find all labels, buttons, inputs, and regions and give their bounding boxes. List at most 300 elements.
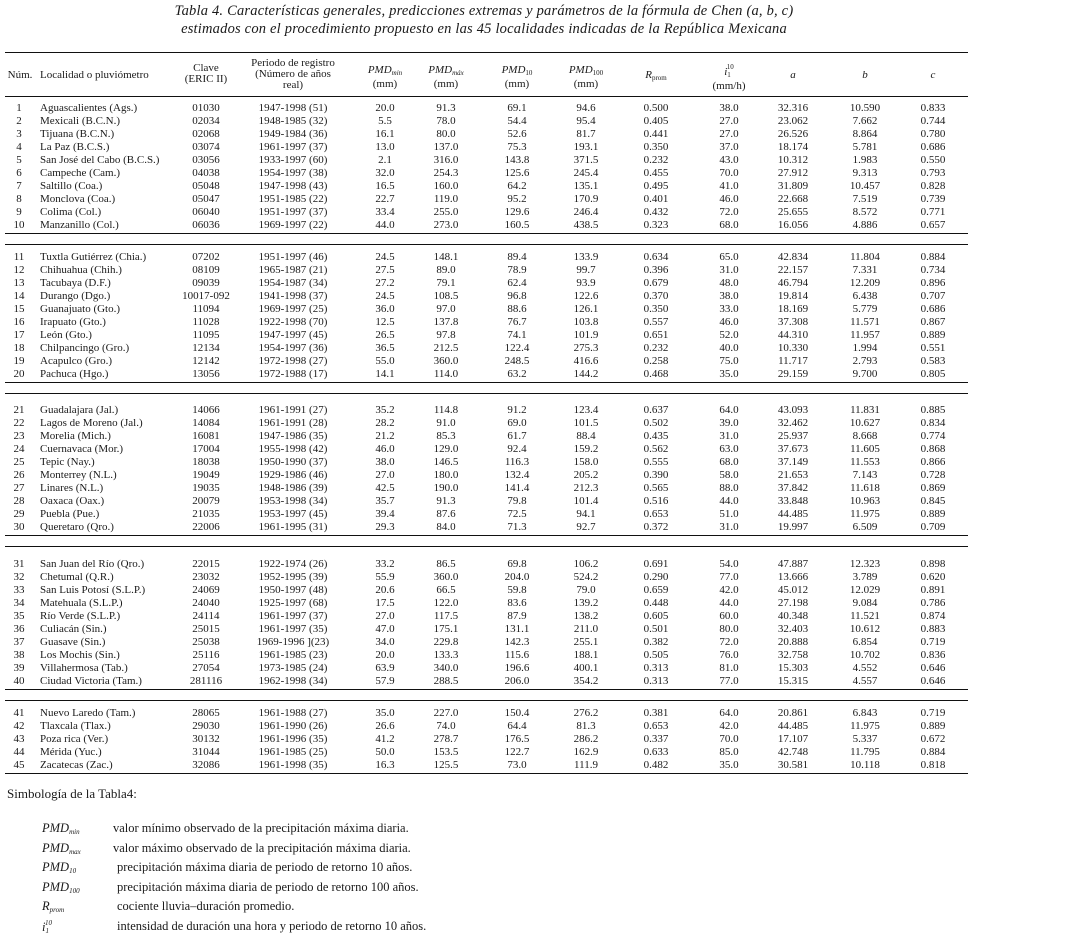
cell-rprom: 0.232 bbox=[643, 342, 669, 354]
cell-a: 37.149 bbox=[777, 456, 809, 468]
cell-pmd10: 131.1 bbox=[504, 623, 530, 635]
cell-pmd100: 255.1 bbox=[573, 636, 599, 648]
cell-c: 0.896 bbox=[920, 277, 946, 289]
header-localidad: Localidad o pluviómetro bbox=[40, 69, 149, 81]
cell-pmd100: 81.3 bbox=[576, 720, 596, 732]
cell-rprom: 0.679 bbox=[643, 277, 669, 289]
cell-pmd100: 162.9 bbox=[573, 746, 599, 758]
cell-rprom: 0.441 bbox=[643, 128, 669, 140]
cell-intensity: 41.0 bbox=[719, 180, 739, 192]
cell-rprom: 0.455 bbox=[643, 167, 669, 179]
cell-a: 10.330 bbox=[777, 342, 809, 354]
cell-c: 0.885 bbox=[920, 404, 946, 416]
cell-clave: 27054 bbox=[192, 662, 220, 674]
cell-pmd10: 69.8 bbox=[507, 558, 527, 570]
cell-a: 17.107 bbox=[777, 733, 809, 745]
legend-symbol-base: PMD bbox=[42, 821, 70, 835]
cell-localidad: Colima (Col.) bbox=[40, 206, 102, 218]
cell-intensity: 88.0 bbox=[719, 482, 739, 494]
cell-pmdmax: 122.0 bbox=[433, 597, 459, 609]
cell-a: 15.303 bbox=[777, 662, 809, 674]
cell-num: 40 bbox=[13, 675, 25, 687]
cell-pmdmax: 129.0 bbox=[433, 443, 459, 455]
cell-localidad: Los Mochis (Sin.) bbox=[40, 649, 120, 661]
cell-b: 1.983 bbox=[852, 154, 878, 166]
cell-localidad: Poza rica (Ver.) bbox=[40, 733, 109, 745]
cell-pmdmin: 26.6 bbox=[375, 720, 395, 732]
cell-a: 27.198 bbox=[777, 597, 809, 609]
cell-intensity: 70.0 bbox=[719, 733, 739, 745]
cell-num: 25 bbox=[13, 456, 25, 468]
cell-pmd10: 88.6 bbox=[507, 303, 527, 315]
cell-b: 8.572 bbox=[852, 206, 878, 218]
cell-b: 11.831 bbox=[850, 404, 880, 416]
legend-symbol-sub: max bbox=[69, 847, 81, 856]
cell-localidad: Culiacán (Sin.) bbox=[40, 623, 107, 635]
cell-localidad: Pachuca (Hgo.) bbox=[40, 368, 109, 380]
cell-localidad: Matehuala (S.L.P.) bbox=[40, 597, 123, 609]
cell-num: 42 bbox=[13, 720, 25, 732]
cell-periodo: 1969-1997 (25) bbox=[258, 303, 328, 315]
cell-a: 15.315 bbox=[777, 675, 809, 687]
cell-a: 46.794 bbox=[777, 277, 809, 289]
cell-pmdmin: 46.0 bbox=[375, 443, 395, 455]
cell-b: 12.209 bbox=[849, 277, 881, 289]
cell-pmdmax: 78.0 bbox=[436, 115, 456, 127]
cell-localidad: Zacatecas (Zac.) bbox=[40, 759, 113, 771]
cell-num: 10 bbox=[13, 219, 25, 231]
cell-clave: 281116 bbox=[189, 675, 223, 687]
cell-intensity: 76.0 bbox=[719, 649, 739, 661]
cell-pmd10: 143.8 bbox=[504, 154, 530, 166]
cell-pmdmin: 26.5 bbox=[375, 329, 395, 341]
cell-clave: 14066 bbox=[192, 404, 220, 416]
cell-pmdmax: 255.0 bbox=[433, 206, 459, 218]
cell-pmd100: 79.0 bbox=[576, 584, 596, 596]
header-rprom bbox=[626, 70, 686, 84]
cell-intensity: 38.0 bbox=[719, 102, 739, 114]
cell-localidad: Nuevo Laredo (Tam.) bbox=[40, 707, 136, 719]
cell-c: 0.898 bbox=[920, 558, 946, 570]
cell-c: 0.672 bbox=[920, 733, 946, 745]
cell-b: 4.886 bbox=[852, 219, 878, 231]
cell-intensity: 65.0 bbox=[719, 251, 739, 263]
pmd100-unit: (mm) bbox=[573, 78, 599, 90]
cell-clave: 04038 bbox=[192, 167, 220, 179]
cell-pmd100: 101.9 bbox=[573, 329, 599, 341]
cell-num: 9 bbox=[16, 206, 22, 218]
cell-localidad: Acapulco (Gro.) bbox=[40, 355, 113, 367]
cell-localidad: Guadalajara (Jal.) bbox=[40, 404, 119, 416]
cell-pmdmin: 34.0 bbox=[375, 636, 395, 648]
cell-c: 0.805 bbox=[920, 368, 946, 380]
cell-pmdmin: 27.2 bbox=[375, 277, 395, 289]
cell-num: 1 bbox=[16, 102, 22, 114]
cell-a: 11.717 bbox=[778, 355, 808, 367]
cell-intensity: 42.0 bbox=[719, 720, 739, 732]
cell-clave: 11028 bbox=[192, 316, 220, 328]
cell-localidad: León (Gto.) bbox=[40, 329, 92, 341]
cell-intensity: 54.0 bbox=[719, 558, 739, 570]
table-row bbox=[0, 367, 968, 382]
legend-description: cociente lluvia–duración promedio. bbox=[117, 899, 295, 913]
cell-pmdmin: 35.0 bbox=[375, 707, 395, 719]
cell-pmd10: 69.0 bbox=[507, 417, 527, 429]
cell-a: 47.887 bbox=[777, 558, 809, 570]
cell-num: 39 bbox=[13, 662, 25, 674]
cell-intensity: 60.0 bbox=[719, 610, 739, 622]
cell-pmdmin: 16.5 bbox=[375, 180, 395, 192]
cell-b: 11.975 bbox=[850, 508, 880, 520]
cell-periodo: 1961-1991 (27) bbox=[258, 404, 328, 416]
cell-clave: 24114 bbox=[192, 610, 220, 622]
header-periodo-line-2: (Número de años bbox=[255, 68, 331, 80]
cell-pmd100: 138.2 bbox=[573, 610, 599, 622]
cell-pmd100: 205.2 bbox=[573, 469, 599, 481]
cell-pmdmin: 35.7 bbox=[375, 495, 395, 507]
cell-pmdmax: 91.0 bbox=[436, 417, 456, 429]
legend-description: precipitación máxima diaria de periodo de retorno 10 años. bbox=[117, 860, 413, 874]
cell-localidad: Irapuato (Gto.) bbox=[40, 316, 106, 328]
cell-pmdmax: 148.1 bbox=[433, 251, 459, 263]
cell-intensity: 63.0 bbox=[719, 443, 739, 455]
cell-b: 6.854 bbox=[852, 636, 878, 648]
cell-pmd10: 73.0 bbox=[507, 759, 527, 771]
cell-pmd100: 193.1 bbox=[573, 141, 599, 153]
cell-pmdmin: 20.6 bbox=[375, 584, 395, 596]
cell-c: 0.551 bbox=[920, 342, 946, 354]
cell-pmd100: 93.9 bbox=[576, 277, 596, 289]
cell-periodo: 1953-1998 (34) bbox=[258, 495, 328, 507]
cell-clave: 23032 bbox=[192, 571, 220, 583]
cell-clave: 25038 bbox=[192, 636, 220, 648]
legend-description: intensidad de duración una hora y periodo de retorno 10 años. bbox=[117, 918, 427, 933]
cell-b: 8.864 bbox=[852, 128, 878, 140]
cell-clave: 11094 bbox=[192, 303, 220, 315]
cell-b: 6.843 bbox=[852, 707, 878, 719]
cell-c: 0.709 bbox=[920, 521, 946, 533]
legend-description: precipitación máxima diaria de periodo de retorno 100 años. bbox=[117, 879, 419, 894]
cell-clave: 03056 bbox=[192, 154, 220, 166]
cell-a: 42.834 bbox=[777, 251, 809, 263]
cell-pmd100: 275.3 bbox=[573, 342, 599, 354]
cell-periodo: 1961-1991 (28) bbox=[258, 417, 328, 429]
cell-a: 33.848 bbox=[777, 495, 809, 507]
cell-num: 15 bbox=[13, 303, 25, 315]
cell-localidad: Río Verde (S.L.P.) bbox=[40, 610, 121, 622]
legend-symbol bbox=[42, 821, 80, 836]
cell-pmd10: 87.9 bbox=[507, 610, 527, 622]
cell-pmd10: 79.8 bbox=[507, 495, 527, 507]
cell-pmd10: 89.4 bbox=[507, 251, 527, 263]
cell-clave: 14084 bbox=[192, 417, 220, 429]
cell-pmdmax: 175.1 bbox=[433, 623, 459, 635]
cell-clave: 31044 bbox=[192, 746, 220, 758]
cell-pmd10: 64.2 bbox=[507, 180, 527, 192]
cell-pmd10: 132.4 bbox=[504, 469, 530, 481]
cell-c: 0.868 bbox=[920, 443, 946, 455]
cell-rprom: 0.432 bbox=[643, 206, 669, 218]
cell-b: 10.702 bbox=[849, 649, 881, 661]
cell-pmd10: 61.7 bbox=[507, 430, 527, 442]
cell-pmdmin: 17.5 bbox=[375, 597, 395, 609]
legend-symbol bbox=[42, 880, 80, 895]
cell-clave: 05047 bbox=[192, 193, 220, 205]
cell-intensity: 31.0 bbox=[719, 521, 739, 533]
cell-intensity: 44.0 bbox=[719, 495, 739, 507]
cell-rprom: 0.495 bbox=[643, 180, 669, 192]
cell-clave: 06040 bbox=[192, 206, 220, 218]
cell-periodo: 1947-1986 (35) bbox=[258, 430, 328, 442]
cell-pmd10: 141.4 bbox=[504, 482, 530, 494]
cell-b: 10.612 bbox=[849, 623, 881, 635]
cell-periodo: 1973-1985 (24) bbox=[258, 662, 328, 674]
cell-c: 0.728 bbox=[920, 469, 946, 481]
cell-num: 41 bbox=[13, 707, 25, 719]
cell-periodo: 1969-1997 (22) bbox=[258, 219, 328, 231]
cell-num: 22 bbox=[13, 417, 25, 429]
cell-rprom: 0.501 bbox=[643, 623, 669, 635]
cell-clave: 12134 bbox=[192, 342, 220, 354]
cell-b: 10.627 bbox=[849, 417, 881, 429]
cell-pmdmax: 273.0 bbox=[433, 219, 459, 231]
cell-pmd100: 371.5 bbox=[573, 154, 599, 166]
cell-intensity: 39.0 bbox=[719, 417, 739, 429]
pmd10-sub: 10 bbox=[525, 69, 533, 77]
cell-clave: 16081 bbox=[192, 430, 220, 442]
pmdmax-sub: máx bbox=[452, 69, 464, 77]
cell-pmd100: 144.2 bbox=[573, 368, 599, 380]
cell-pmdmax: 91.3 bbox=[436, 102, 456, 114]
cell-pmdmin: 27.0 bbox=[375, 469, 395, 481]
cell-pmdmax: 288.5 bbox=[433, 675, 459, 687]
cell-c: 0.884 bbox=[920, 746, 946, 758]
cell-intensity: 58.0 bbox=[719, 469, 739, 481]
cell-localidad: Guasave (Sin.) bbox=[40, 636, 106, 648]
cell-intensity: 35.0 bbox=[719, 759, 739, 771]
cell-pmd100: 92.7 bbox=[576, 521, 596, 533]
cell-periodo: 1954-1997 (36) bbox=[258, 342, 328, 354]
cell-pmd100: 354.2 bbox=[573, 675, 599, 687]
group-top-rule bbox=[5, 700, 968, 701]
cell-localidad: Durango (Dgo.) bbox=[40, 290, 111, 302]
cell-periodo: 1951-1997 (46) bbox=[258, 251, 328, 263]
cell-pmdmax: 360.0 bbox=[433, 355, 459, 367]
cell-c: 0.836 bbox=[920, 649, 946, 661]
cell-intensity: 46.0 bbox=[719, 316, 739, 328]
cell-rprom: 0.448 bbox=[643, 597, 669, 609]
cell-periodo: 1961-1985 (25) bbox=[258, 746, 328, 758]
cell-localidad: Queretaro (Qro.) bbox=[40, 521, 114, 533]
cell-a: 27.912 bbox=[777, 167, 809, 179]
cell-pmdmax: 278.7 bbox=[433, 733, 459, 745]
cell-c: 0.686 bbox=[920, 141, 946, 153]
cell-b: 5.779 bbox=[852, 303, 878, 315]
cell-pmd100: 99.7 bbox=[576, 264, 596, 276]
cell-pmd100: 276.2 bbox=[573, 707, 599, 719]
cell-c: 0.771 bbox=[920, 206, 946, 218]
i-symbol: i bbox=[724, 66, 728, 78]
cell-pmdmin: 24.5 bbox=[375, 290, 395, 302]
cell-periodo: 1969-1996 ](23) bbox=[256, 636, 330, 648]
legend-symbol bbox=[42, 860, 76, 875]
cell-intensity: 33.0 bbox=[719, 303, 739, 315]
header-clave-line-2: (ERIC II) bbox=[184, 73, 228, 85]
header-clave bbox=[176, 63, 236, 85]
cell-a: 18.169 bbox=[777, 303, 809, 315]
cell-clave: 18038 bbox=[192, 456, 220, 468]
cell-b: 11.605 bbox=[850, 443, 880, 455]
cell-num: 38 bbox=[13, 649, 25, 661]
table-top-rule bbox=[5, 52, 968, 53]
cell-pmd100: 81.7 bbox=[576, 128, 596, 140]
header-bottom-rule bbox=[5, 96, 968, 97]
cell-clave: 12142 bbox=[192, 355, 220, 367]
cell-localidad: San Luis Potosí (S.L.P.) bbox=[40, 584, 146, 596]
cell-pmd10: 129.6 bbox=[504, 206, 530, 218]
pmdmax-unit: (mm) bbox=[433, 78, 459, 90]
cell-pmdmin: 57.9 bbox=[375, 675, 395, 687]
cell-intensity: 44.0 bbox=[719, 597, 739, 609]
cell-pmd10: 76.7 bbox=[507, 316, 527, 328]
cell-pmdmin: 42.5 bbox=[375, 482, 395, 494]
group-top-rule bbox=[5, 244, 968, 245]
cell-pmdmax: 119.0 bbox=[433, 193, 459, 205]
cell-clave: 20079 bbox=[192, 495, 220, 507]
header-pmd100 bbox=[556, 65, 616, 90]
header-b: b bbox=[862, 69, 868, 81]
cell-clave: 10017-092 bbox=[182, 290, 230, 302]
cell-num: 33 bbox=[13, 584, 25, 596]
cell-intensity: 72.0 bbox=[719, 636, 739, 648]
cell-num: 43 bbox=[13, 733, 25, 745]
cell-pmdmin: 63.9 bbox=[375, 662, 395, 674]
cell-rprom: 0.659 bbox=[643, 584, 669, 596]
cell-intensity: 42.0 bbox=[719, 584, 739, 596]
cell-clave: 19035 bbox=[192, 482, 220, 494]
cell-b: 11.975 bbox=[850, 720, 880, 732]
cell-pmdmax: 137.8 bbox=[433, 316, 459, 328]
cell-pmdmax: 180.0 bbox=[433, 469, 459, 481]
cell-clave: 32086 bbox=[192, 759, 220, 771]
legend-symbol-base: i bbox=[42, 919, 46, 934]
cell-periodo: 1961-1988 (27) bbox=[258, 707, 328, 719]
cell-pmd100: 158.0 bbox=[573, 456, 599, 468]
cell-c: 0.833 bbox=[920, 102, 946, 114]
cell-pmd10: 150.4 bbox=[504, 707, 530, 719]
cell-localidad: Tacubaya (D.F.) bbox=[40, 277, 111, 289]
cell-intensity: 80.0 bbox=[719, 623, 739, 635]
cell-clave: 02034 bbox=[192, 115, 220, 127]
header-pmdmin bbox=[355, 65, 415, 90]
cell-c: 0.719 bbox=[920, 636, 946, 648]
cell-clave: 08109 bbox=[192, 264, 220, 276]
i-sup: 10 bbox=[726, 63, 734, 71]
header-periodo-line-1: Periodo de registro bbox=[251, 57, 335, 69]
cell-periodo: 1929-1986 (46) bbox=[258, 469, 328, 481]
cell-pmd10: 64.4 bbox=[507, 720, 527, 732]
cell-clave: 19049 bbox=[192, 469, 220, 481]
cell-a: 26.526 bbox=[777, 128, 809, 140]
cell-pmd100: 103.8 bbox=[573, 316, 599, 328]
cell-b: 7.519 bbox=[852, 193, 878, 205]
cell-periodo: 1952-1995 (39) bbox=[258, 571, 328, 583]
cell-pmdmin: 50.0 bbox=[375, 746, 395, 758]
cell-pmdmax: 86.5 bbox=[436, 558, 456, 570]
cell-num: 13 bbox=[13, 277, 25, 289]
cell-pmd100: 246.4 bbox=[573, 206, 599, 218]
cell-clave: 05048 bbox=[192, 180, 220, 192]
cell-rprom: 0.258 bbox=[643, 355, 669, 367]
cell-intensity: 77.0 bbox=[719, 571, 739, 583]
cell-periodo: 1951-1997 (37) bbox=[258, 206, 328, 218]
cell-pmd100: 101.5 bbox=[573, 417, 599, 429]
cell-localidad: Morelia (Mich.) bbox=[40, 430, 111, 442]
cell-localidad: Campeche (Cam.) bbox=[40, 167, 121, 179]
cell-num: 4 bbox=[16, 141, 22, 153]
cell-a: 44.310 bbox=[777, 329, 809, 341]
cell-periodo: 1941-1998 (37) bbox=[258, 290, 328, 302]
cell-intensity: 52.0 bbox=[719, 329, 739, 341]
cell-pmdmin: 29.3 bbox=[375, 521, 395, 533]
cell-c: 0.874 bbox=[920, 610, 946, 622]
cell-a: 37.308 bbox=[777, 316, 809, 328]
cell-intensity: 31.0 bbox=[719, 430, 739, 442]
cell-c: 0.739 bbox=[920, 193, 946, 205]
cell-pmdmin: 28.2 bbox=[375, 417, 395, 429]
cell-clave: 24069 bbox=[192, 584, 220, 596]
cell-pmdmin: 2.1 bbox=[378, 154, 392, 166]
cell-b: 10.590 bbox=[849, 102, 881, 114]
cell-clave: 22015 bbox=[192, 558, 220, 570]
cell-rprom: 0.381 bbox=[643, 707, 669, 719]
cell-intensity: 27.0 bbox=[719, 128, 739, 140]
cell-pmdmax: 114.0 bbox=[433, 368, 459, 380]
table-title-line-1: Tabla 4. Características generales, predicciones extremas y parámetros de la fórmula de Chen (a, b, c) bbox=[174, 3, 794, 19]
cell-pmdmax: 91.3 bbox=[436, 495, 456, 507]
cell-a: 37.842 bbox=[777, 482, 809, 494]
cell-b: 9.700 bbox=[852, 368, 878, 380]
cell-pmdmax: 153.5 bbox=[433, 746, 459, 758]
cell-periodo: 1948-1985 (32) bbox=[258, 115, 328, 127]
header-num: Núm. bbox=[7, 69, 33, 81]
cell-pmdmin: 16.1 bbox=[375, 128, 395, 140]
cell-pmd100: 245.4 bbox=[573, 167, 599, 179]
cell-num: 30 bbox=[13, 521, 25, 533]
cell-a: 32.403 bbox=[777, 623, 809, 635]
header-pmd10 bbox=[487, 65, 547, 90]
cell-a: 45.012 bbox=[777, 584, 809, 596]
cell-c: 0.646 bbox=[920, 675, 946, 687]
cell-localidad: Tlaxcala (Tlax.) bbox=[40, 720, 111, 732]
cell-num: 3 bbox=[16, 128, 22, 140]
cell-periodo: 1961-1997 (37) bbox=[258, 141, 328, 153]
cell-pmdmax: 146.5 bbox=[433, 456, 459, 468]
cell-c: 0.583 bbox=[920, 355, 946, 367]
cell-periodo: 1972-1988 (17) bbox=[258, 368, 328, 380]
cell-a: 19.997 bbox=[777, 521, 809, 533]
table-row bbox=[0, 520, 968, 535]
cell-num: 23 bbox=[13, 430, 25, 442]
cell-c: 0.889 bbox=[920, 329, 946, 341]
cell-intensity: 81.0 bbox=[719, 662, 739, 674]
cell-b: 11.521 bbox=[850, 610, 880, 622]
cell-b: 11.795 bbox=[850, 746, 880, 758]
cell-b: 6.509 bbox=[852, 521, 878, 533]
cell-periodo: 1961-1990 (26) bbox=[258, 720, 328, 732]
cell-num: 28 bbox=[13, 495, 25, 507]
cell-pmdmin: 16.3 bbox=[375, 759, 395, 771]
